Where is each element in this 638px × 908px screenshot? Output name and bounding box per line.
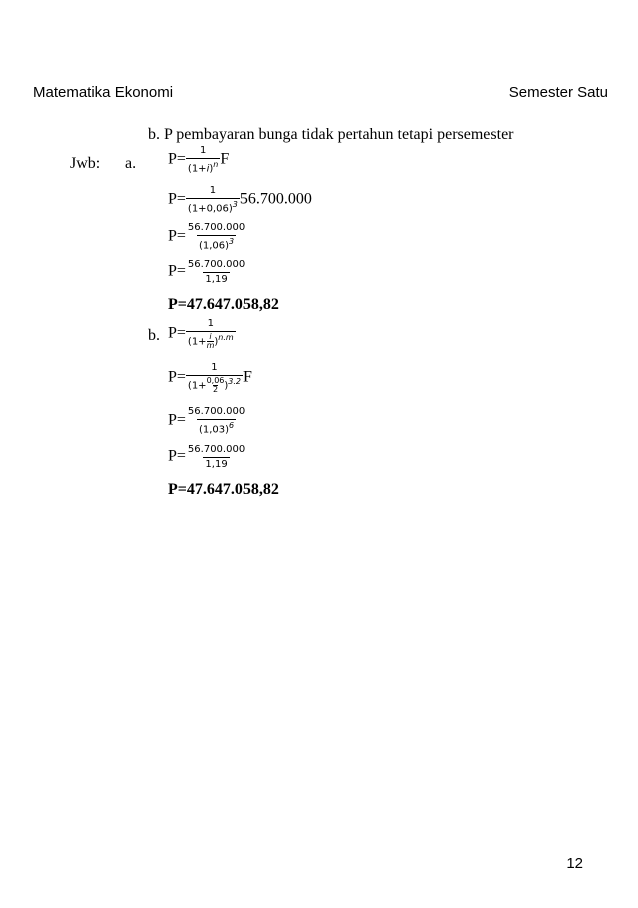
denominator: [186, 198, 240, 215]
numerator: 56.700.000: [187, 444, 246, 455]
part-a-formula-3: [168, 222, 247, 251]
part-a-result: P=47.647.058,82: [168, 296, 279, 313]
inner-denominator: 2: [212, 384, 219, 394]
denominator: [186, 331, 236, 350]
p-equals: P=: [168, 411, 186, 429]
exponent: n.m: [218, 332, 234, 342]
exponent: 3: [232, 199, 238, 209]
denominator-close: ): [214, 336, 219, 347]
part-a-formula-4: [168, 259, 247, 285]
denominator-base: (1+0,06): [187, 202, 233, 214]
p-equals: P=: [168, 190, 186, 208]
fraction: [186, 362, 243, 394]
numerator: 1: [211, 362, 218, 373]
exponent: 3: [229, 236, 235, 246]
fraction: [186, 185, 240, 214]
inner-fraction: [207, 377, 225, 394]
numerator: 56.700.000: [187, 259, 246, 270]
inner-denominator: m: [206, 340, 215, 350]
denominator-base: (1,03): [198, 423, 230, 435]
fraction: [186, 444, 247, 470]
denominator: [186, 158, 220, 175]
page-number: 12: [566, 855, 583, 872]
fraction: [186, 222, 247, 251]
denominator: 1,19: [205, 458, 228, 470]
part-a-label: a.: [125, 155, 137, 172]
p-equals: P=: [168, 150, 186, 168]
denominator-open: (1+: [187, 380, 207, 391]
p-equals: P=: [168, 324, 186, 342]
part-b-formula-2: [168, 362, 252, 394]
inner-numerator: 0,06: [206, 375, 225, 385]
denominator-variable: i: [206, 162, 210, 174]
part-a-formula-1: [168, 145, 229, 174]
numerator: 1: [199, 145, 207, 156]
fraction: [186, 318, 236, 350]
part-b-formula-3: [168, 406, 247, 435]
jwb-label: Jwb:: [70, 155, 101, 172]
denominator-base: (1+: [187, 162, 207, 174]
numerator: 1: [209, 185, 217, 196]
denominator-close: ): [224, 380, 229, 391]
denominator: [197, 235, 236, 252]
fraction: [186, 145, 220, 174]
suffix: F: [220, 150, 230, 168]
exponent: 3.2: [228, 376, 242, 386]
p-equals: P=: [168, 262, 186, 280]
denominator-open: (1+: [187, 336, 207, 347]
denominator: [197, 419, 236, 436]
part-b-result: P=47.647.058,82: [168, 481, 279, 498]
inner-numerator: i: [209, 331, 212, 341]
part-a-formula-2: [168, 185, 312, 214]
denominator-base: (1,06): [198, 239, 230, 251]
part-b-formula-4: [168, 444, 247, 470]
numerator: 1: [207, 318, 214, 329]
p-equals: P=: [168, 227, 186, 245]
p-equals: P=: [168, 368, 186, 386]
header-title: Matematika Ekonomi: [33, 84, 174, 101]
suffix: F: [243, 368, 252, 386]
page-header: [33, 84, 608, 104]
numerator: 56.700.000: [187, 222, 246, 233]
fraction: [186, 259, 247, 285]
denominator: [186, 375, 243, 394]
p-equals: P=: [168, 447, 186, 465]
exponent: 6: [229, 420, 235, 430]
part-b-formula-1: [168, 318, 236, 350]
numerator: 56.700.000: [187, 406, 246, 417]
denominator-close: ): [209, 162, 214, 174]
header-semester: Semester Satu: [508, 84, 608, 101]
exponent: n: [213, 159, 219, 169]
denominator: 1,19: [205, 273, 228, 285]
question-b: b. P pembayaran bunga tidak pertahun tetapi persemester: [148, 126, 514, 143]
suffix: 56.700.000: [239, 190, 312, 208]
fraction: [186, 406, 247, 435]
part-b-label: b.: [148, 327, 160, 344]
